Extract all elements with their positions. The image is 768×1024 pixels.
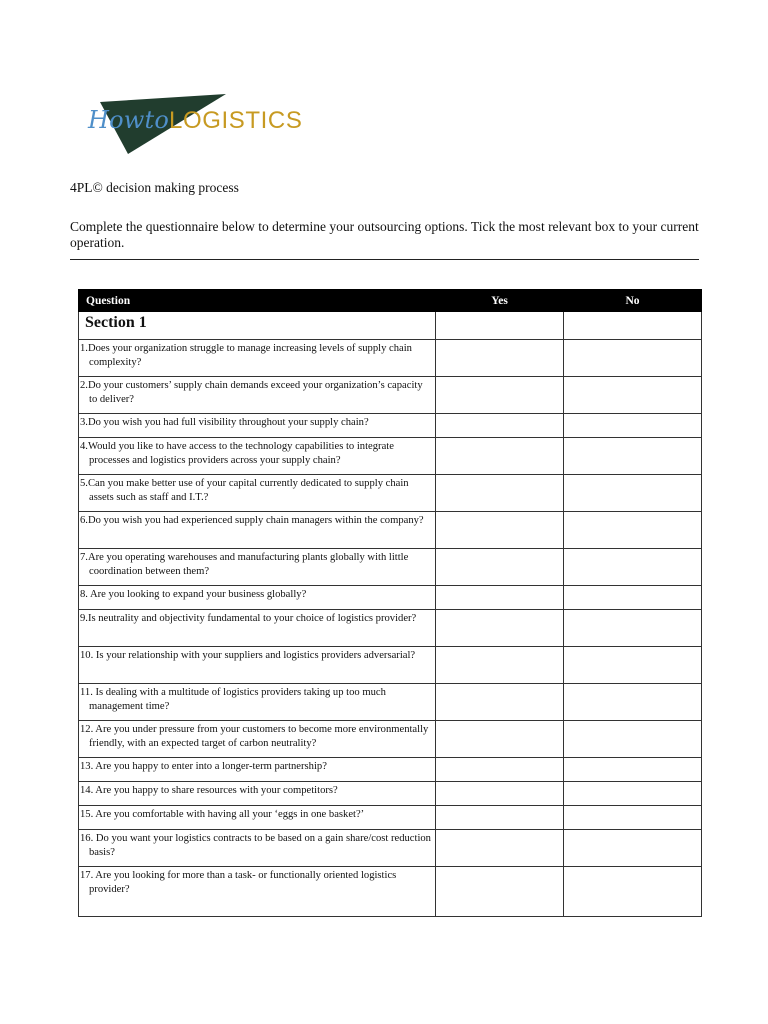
no-tick-box[interactable] [564,512,702,549]
section-no-cell [564,312,702,340]
no-tick-box[interactable] [564,830,702,867]
question-cell [79,782,436,806]
yes-tick-box[interactable] [436,721,564,758]
no-tick-box[interactable] [564,721,702,758]
question-text: 2.Do your customers’ supply chain demands exceed your organization’s capacity to deliver? [80,380,423,405]
question-cell [79,438,436,475]
question-cell [79,806,436,830]
no-tick-box[interactable] [564,414,702,438]
question-text: 4.Would you like to have access to the technology capabilities to integrate processes and logistics providers across your supply chain? [80,441,394,466]
question-cell [79,684,436,721]
logo-howto-text: Howto [88,106,170,134]
no-tick-box[interactable] [564,647,702,684]
table-row [79,806,702,830]
howtologistics-logo [88,88,340,160]
no-tick-box[interactable] [564,758,702,782]
yes-tick-box[interactable] [436,475,564,512]
questionnaire-table [78,289,702,917]
no-tick-box[interactable] [564,684,702,721]
question-text: 15. Are you comfortable with having all your ‘eggs in one basket?’ [80,809,365,820]
question-cell [79,377,436,414]
section-title: Section 1 [79,312,436,340]
yes-tick-box[interactable] [436,830,564,867]
section-yes-cell [436,312,564,340]
header-yes: Yes [436,290,564,312]
question-text: 17. Are you looking for more than a task- or functionally oriented logistics provider? [80,870,397,895]
yes-tick-box[interactable] [436,647,564,684]
question-cell [79,830,436,867]
no-tick-box[interactable] [564,475,702,512]
question-cell [79,758,436,782]
question-text: 11. Is dealing with a multitude of logistics providers taking up too much management time? [80,687,386,712]
divider-line [70,259,699,260]
no-tick-box[interactable] [564,782,702,806]
table-row [79,475,702,512]
table-row [79,684,702,721]
table-row [79,758,702,782]
table-row [79,377,702,414]
question-text: 10. Is your relationship with your suppliers and logistics providers adversarial? [80,650,416,661]
yes-tick-box[interactable] [436,549,564,586]
yes-tick-box[interactable] [436,340,564,377]
question-text: 3.Do you wish you had full visibility throughout your supply chain? [80,417,369,428]
question-cell [79,647,436,684]
question-text: 14. Are you happy to share resources with your competitors? [80,785,338,796]
no-tick-box[interactable] [564,340,702,377]
header-no: No [564,290,702,312]
table-row [79,414,702,438]
question-text: 1.Does your organization struggle to manage increasing levels of supply chain complexity? [80,343,412,368]
no-tick-box[interactable] [564,438,702,475]
question-cell [79,586,436,610]
no-tick-box[interactable] [564,377,702,414]
question-cell [79,867,436,917]
yes-tick-box[interactable] [436,758,564,782]
yes-tick-box[interactable] [436,586,564,610]
logo-wordmark [88,106,302,135]
table-row [79,340,702,377]
table-row [79,647,702,684]
yes-tick-box[interactable] [436,684,564,721]
question-text: 5.Can you make better use of your capital currently dedicated to supply chain assets such as staff and I.T.? [80,478,409,503]
yes-tick-box[interactable] [436,782,564,806]
no-tick-box[interactable] [564,549,702,586]
question-cell [79,549,436,586]
yes-tick-box[interactable] [436,806,564,830]
no-tick-box[interactable] [564,610,702,647]
question-text: 13. Are you happy to enter into a longer-term partnership? [80,761,327,772]
question-cell [79,475,436,512]
no-tick-box[interactable] [564,867,702,917]
question-text: 12. Are you under pressure from your customers to become more environmentally friendly, with an expected target of carbon neutrality? [80,724,429,749]
no-tick-box[interactable] [564,806,702,830]
question-text: 6.Do you wish you had experienced supply chain managers within the company? [80,515,424,526]
question-text: 9.Is neutrality and objectivity fundamental to your choice of logistics provider? [80,613,417,624]
table-row [79,549,702,586]
table-row [79,867,702,917]
table-row [79,721,702,758]
document-subtitle: 4PL© decision making process [70,180,239,195]
yes-tick-box[interactable] [436,610,564,647]
header-question: Question [79,290,436,312]
yes-tick-box[interactable] [436,867,564,917]
section-row [79,312,702,340]
table-row [79,512,702,549]
question-cell [79,512,436,549]
question-cell [79,721,436,758]
table-header-row [79,290,702,312]
question-cell [79,414,436,438]
question-cell [79,610,436,647]
yes-tick-box[interactable] [436,377,564,414]
yes-tick-box[interactable] [436,512,564,549]
question-text: 16. Do you want your logistics contracts to be based on a gain share/cost reduction basis? [80,833,431,858]
question-cell [79,340,436,377]
question-text: 7.Are you operating warehouses and manufacturing plants globally with little coordination between them? [80,552,409,577]
question-text: 8. Are you looking to expand your business globally? [80,589,307,600]
yes-tick-box[interactable] [436,414,564,438]
yes-tick-box[interactable] [436,438,564,475]
table-row [79,586,702,610]
logo-logistics-text: LOGISTICS [169,107,303,134]
table-row [79,830,702,867]
table-row [79,438,702,475]
no-tick-box[interactable] [564,586,702,610]
table-row [79,782,702,806]
intro-paragraph: Complete the questionnaire below to determine your outsourcing options. Tick the most relevant box to your current operation. [70,219,699,250]
table-row [79,610,702,647]
